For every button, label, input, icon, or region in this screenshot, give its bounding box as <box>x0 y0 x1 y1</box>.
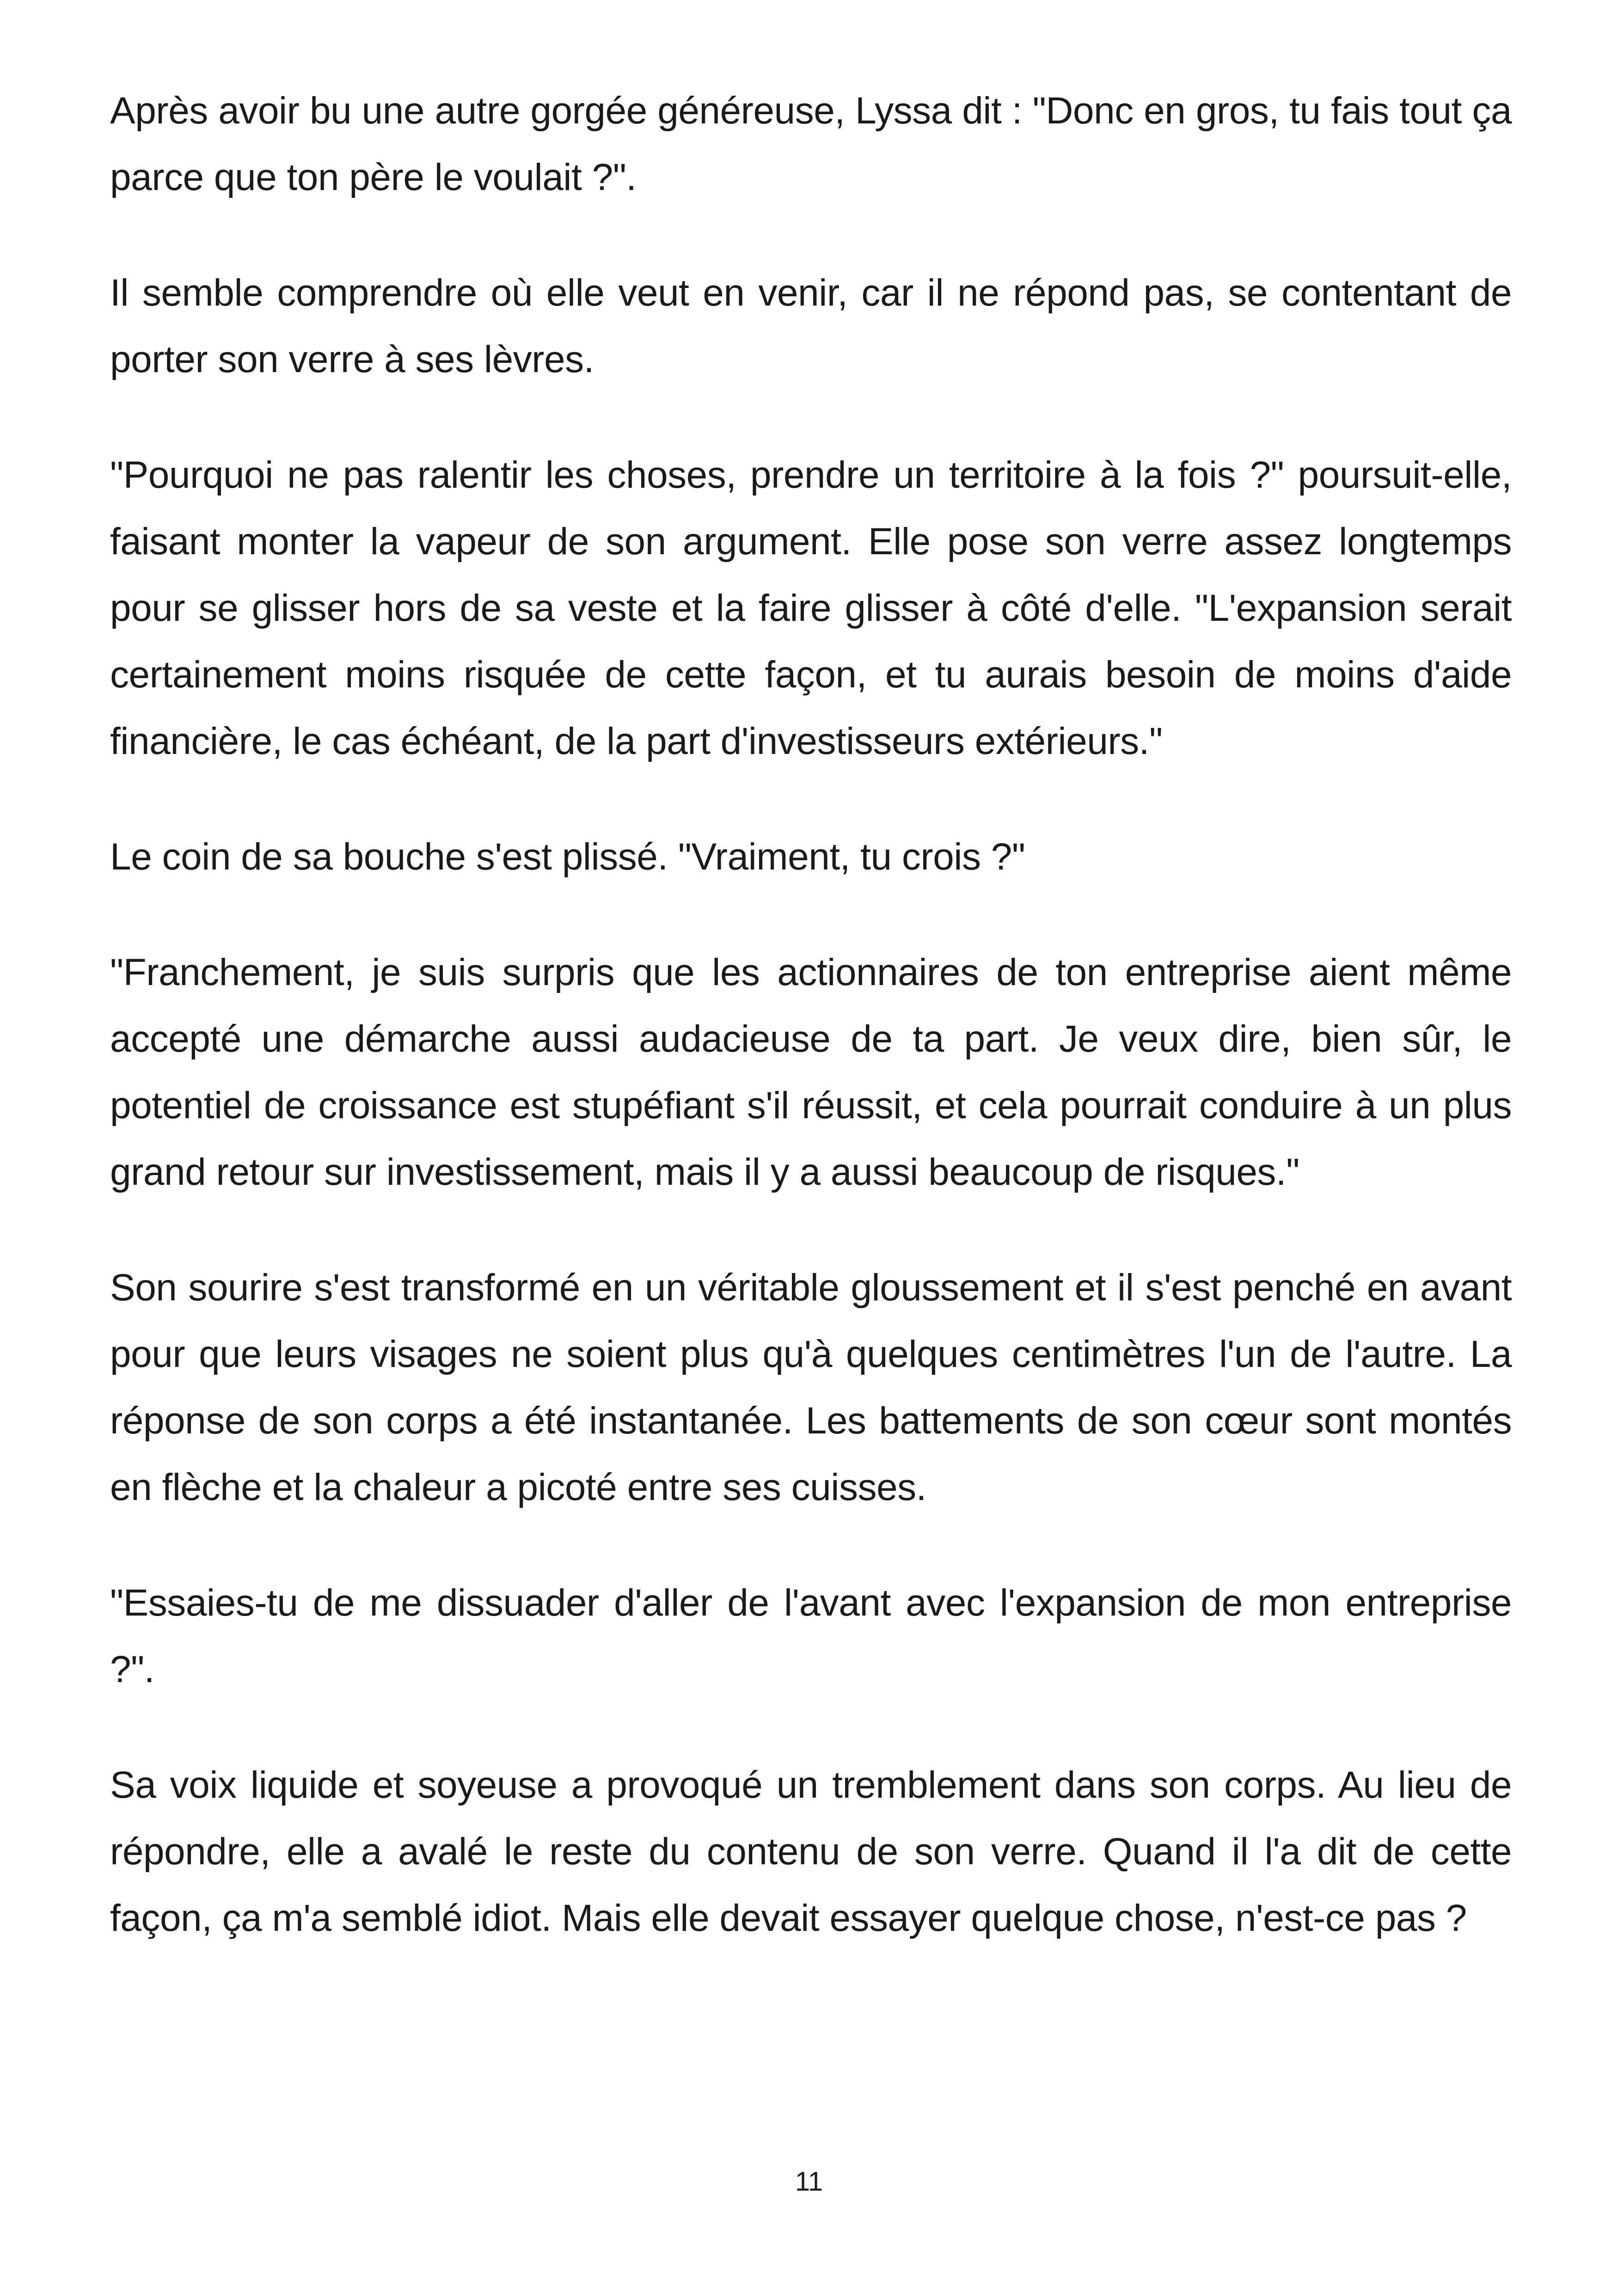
paragraph: Le coin de sa bouche s'est plissé. "Vraiment, tu crois ?" <box>110 836 1025 878</box>
paragraph: "Essaies-tu de me dissuader d'aller de l'avant avec l'expansion de mon entreprise ?". <box>110 1582 1512 1690</box>
paragraph: Sa voix liquide et soyeuse a provoqué un tremblement dans son corps. Au lieu de répondre, elle a avalé le reste du contenu de son verre. Quand il l'a dit de cette façon, ça m'a semblé idiot. Mais elle devait essayer quelque chose, n'est-ce pas ? <box>110 1764 1512 1939</box>
paragraph: "Franchement, je suis surpris que les actionnaires de ton entreprise aient même accepté une démarche aussi audacieuse de ta part. Je veux dire, bien sûr, le potentiel de croissance est stupéfiant s'il réussit, et cela pourrait conduire à un plus grand retour sur investissement, mais il y a aussi beaucoup de risques." <box>110 951 1512 1193</box>
paragraph: "Pourquoi ne pas ralentir les choses, prendre un territoire à la fois ?" poursuit-elle, faisant monter la vapeur de son argument. Elle pose son verre assez longtemps pour se glisser hors de sa veste et la faire glisser à côté d'elle. "L'expansion serait certainement moins risquée de cette façon, et tu aurais besoin de moins d'aide financière, le cas échéant, de la part d'investisseurs extérieurs." <box>110 454 1512 762</box>
paragraph: Après avoir bu une autre gorgée généreuse, Lyssa dit : "Donc en gros, tu fais tout ça parce que ton père le voulait ?". <box>110 90 1512 198</box>
paragraph: Son sourire s'est transformé en un véritable gloussement et il s'est penché en avant pour que leurs visages ne soient plus qu'à quelques centimètres l'un de l'autre. La réponse de son corps a été instantanée. Les battements de son cœur sont montés en flèche et la chaleur a picoté entre ses cuisses. <box>110 1267 1512 1508</box>
paragraph: Il semble comprendre où elle veut en venir, car il ne répond pas, se contentant de porter son verre à ses lèvres. <box>110 272 1512 380</box>
page-number: 11 <box>795 2167 823 2197</box>
text-body <box>110 78 1512 1952</box>
